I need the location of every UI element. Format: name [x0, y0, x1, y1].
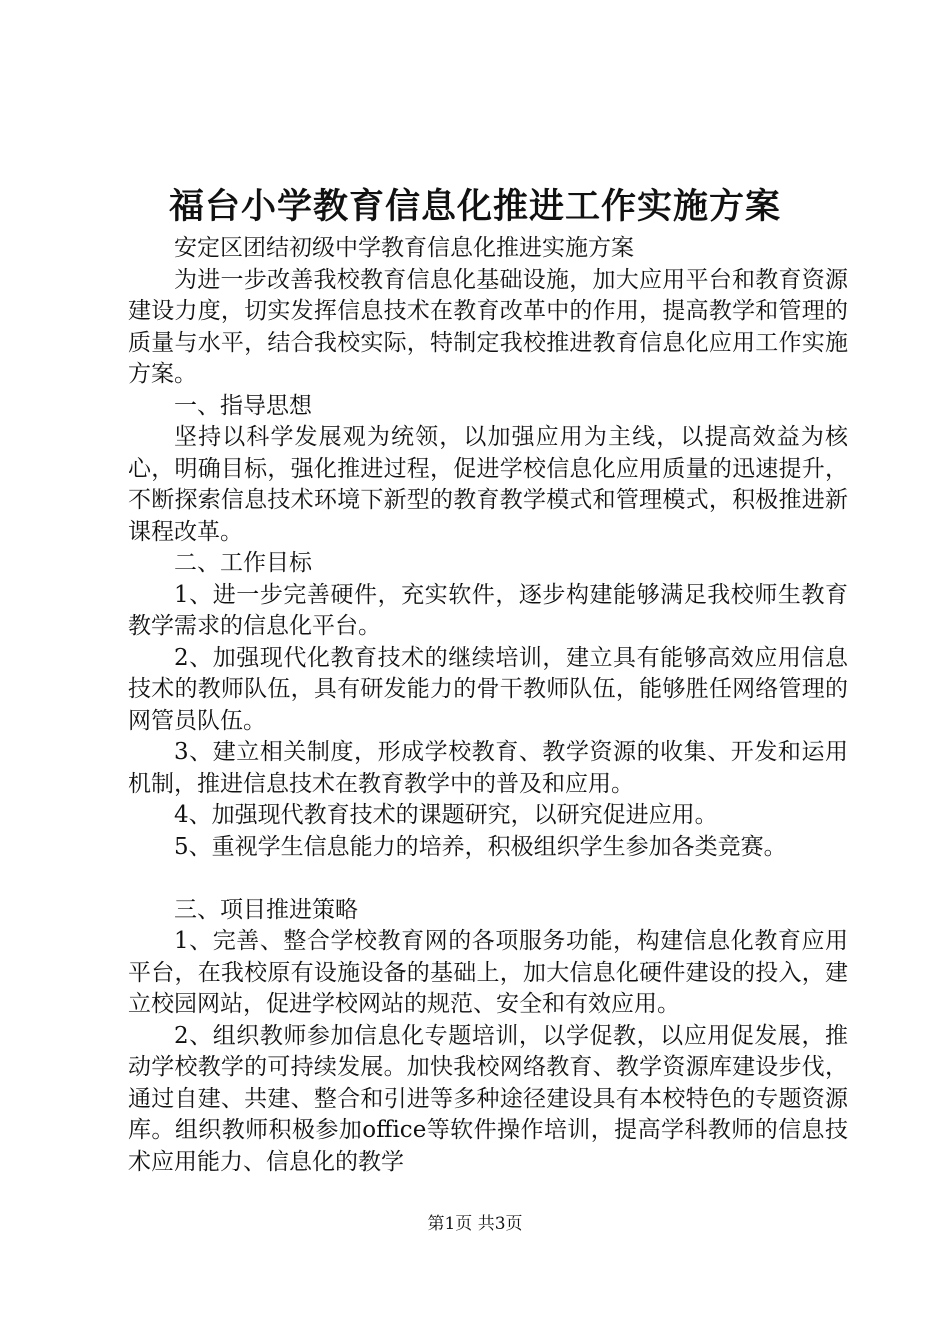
list-item: 1、进一步完善硬件，充实软件，逐步构建能够满足我校师生教育教学需求的信息化平台。: [128, 581, 848, 639]
page-footer: 第1页 共3页: [427, 1214, 523, 1234]
paragraph: 安定区团结初级中学教育信息化推进实施方案: [174, 235, 634, 261]
list-item: 3、建立相关制度，形成学校教育、教学资源的收集、开发和运用机制，推进信息技术在教育教学中的普及和应用。: [128, 739, 848, 797]
list-item: 5、重视学生信息能力的培养，积极组织学生参加各类竞赛。: [174, 833, 787, 860]
section-heading: 三、项目推进策略: [174, 896, 358, 923]
paragraph: 为进一步改善我校教育信息化基础设施，加大应用平台和教育资源建设力度，切实发挥信息技术在教育改革中的作用，提高教学和管理的质量与水平，结合我校实际，特制定我校推进教育信息化应用工作实施方案。: [128, 266, 848, 387]
section-heading: 一、指导思想: [174, 392, 312, 419]
document-body: [128, 233, 848, 1178]
paragraph: 坚持以科学发展观为统领，以加强应用为主线，以提高效益为核心，明确目标，强化推进过程，促进学校信息化应用质量的迅速提升，不断探索信息技术环境下新型的教育教学模式和管理模式，积极推进新课程改革。: [128, 424, 848, 545]
list-item: 1、完善、整合学校教育网的各项服务功能，构建信息化教育应用平台，在我校原有设施设备的基础上，加大信息化硬件建设的投入，建立校园网站，促进学校网站的规范、安全和有效应用。: [128, 928, 848, 1017]
document-title: 福台小学教育信息化推进工作实施方案: [168, 186, 781, 227]
list-item: 2、加强现代化教育技术的继续培训，建立具有能够高效应用信息技术的教师队伍，具有研发能力的骨干教师队伍，能够胜任网络管理的网管员队伍。: [128, 644, 848, 734]
section-heading: 二、工作目标: [174, 550, 312, 576]
list-item: 2、组织教师参加信息化专题培训，以学促教，以应用促发展，推动学校教学的可持续发展。加快我校网络教育、教学资源库建设步伐，通过自建、共建、整合和引进等多种途径建设具有本校特色的专题资源库。组织教师积极参加office等软件操作培训，提高学科教师的信息技术应用能力、信息化的教学: [128, 1022, 848, 1175]
list-item: 4、加强现代教育技术的课题研究，以研究促进应用。: [174, 802, 718, 828]
